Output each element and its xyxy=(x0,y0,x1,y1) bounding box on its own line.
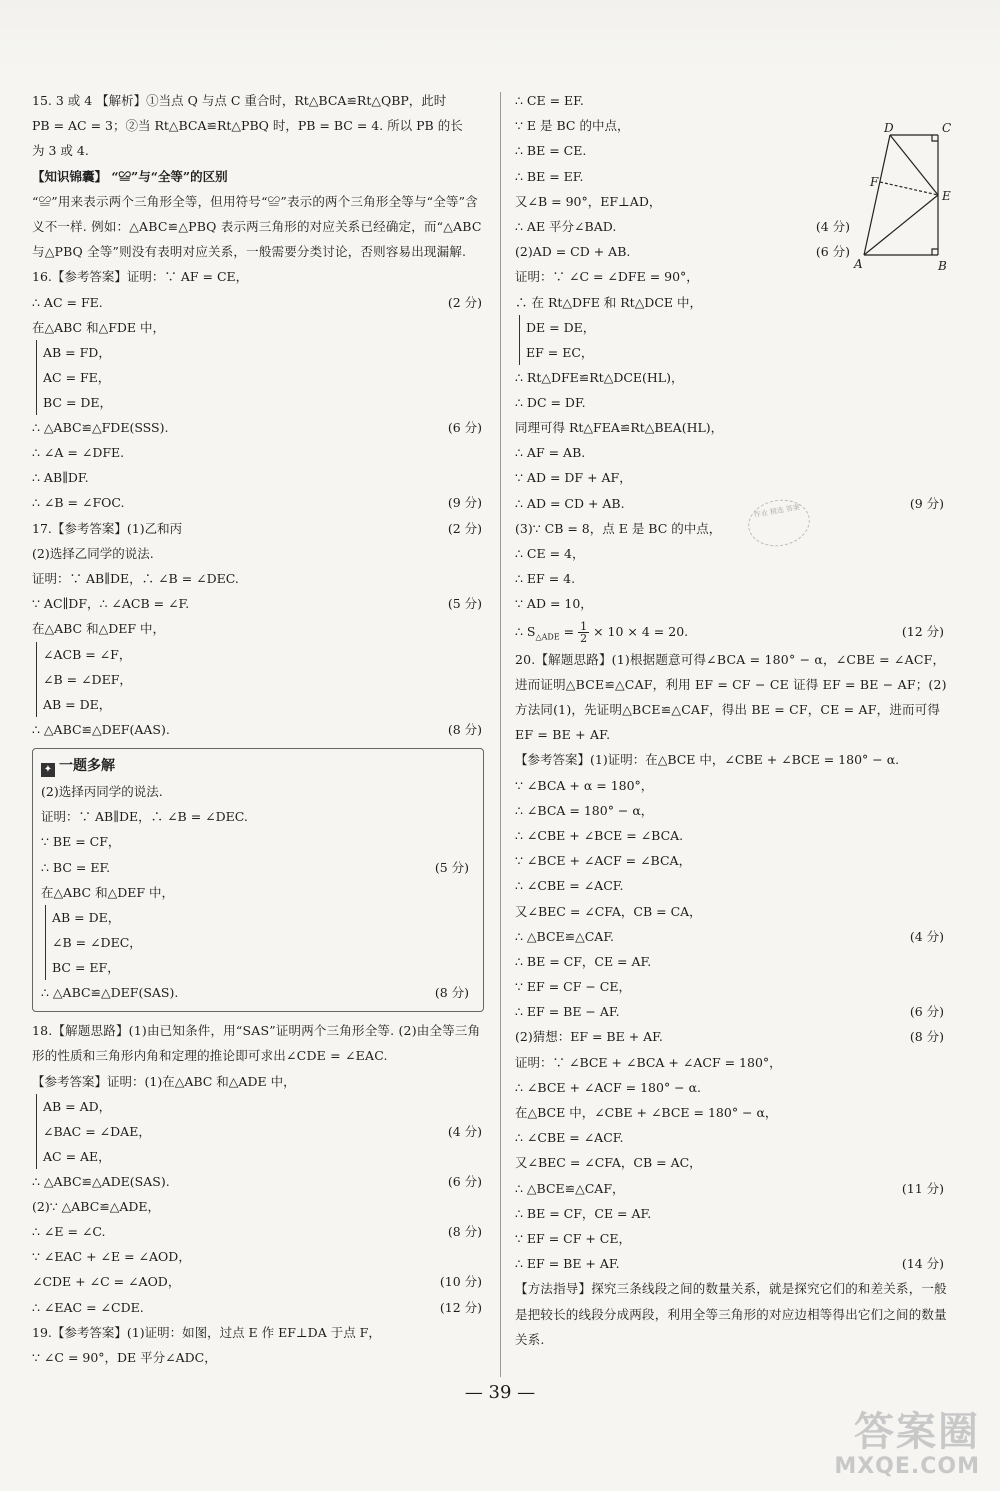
q20-line10: ∵ EF = CF − CE， xyxy=(515,979,631,995)
q20-line9: ∴ BE = CF，CE = AF. xyxy=(515,953,652,969)
q19-line1: 19.【参考答案】(1)证明：如图，过点 E 作 EF⊥DA 于点 F， xyxy=(32,1324,381,1340)
q15-tip-title: 【知识锦囊】 “≌”与“全等”的区别 xyxy=(32,168,228,184)
score: (5 分) xyxy=(434,859,469,875)
q15-tip-body: “≌”用来表示两个三角形全等，但用符号“≌”表示的两个三角形全等与“全等”含义不一样. 例如：△ABC≌△PBQ 表示两三角形的对应关系已经确定，而“△ABC 与△PBQ 全等”则没有表明对应关系，一般需要分类讨论，否则容易出现漏解. xyxy=(32,193,482,260)
alternative-solution-box: ✦ 一题多解 (2)选择丙同学的说法. 证明：∵ AB∥DE，∴ ∠B = ∠DEC. ∵ BE = CF， ∴ BC = EF. (5 分) 在△ABC 和△DEF 中， AB = DE， ∠B = ∠DEC， BC = EF， ∴ △ABC≌△DEF(SAS). (8 分) xyxy=(32,748,484,1012)
q19-right-line10: ∴ Rt△DFE≌Rt△DCE(HL)， xyxy=(515,369,684,385)
q18-equation-system: AB = AD， ∠BAC = ∠DAE， (4 分) AC = AE， xyxy=(36,1094,488,1169)
q19-right-line1: ∴ CE = EF. xyxy=(515,93,584,108)
q17-line3: 证明：∵ AB∥DE，∴ ∠B = ∠DEC. xyxy=(32,571,239,587)
watermark-domain: MXQE.COM xyxy=(834,1454,980,1479)
q19-right-line14: ∵ AD = DF + AF， xyxy=(515,470,632,486)
q16-line3: 在△ABC 和△FDE 中， xyxy=(32,319,166,335)
scan-top-edge xyxy=(0,0,1000,70)
q17-line2: (2)选择乙同学的说法. xyxy=(32,545,154,561)
q16-line4: ∴ △ABC≌△FDE(SSS). (6 分) xyxy=(32,415,488,440)
watermark-logo xyxy=(760,1410,980,1485)
q20-line6: ∴ ∠CBE = ∠ACF. xyxy=(515,878,624,894)
q19-right-line3: ∴ BE = CE. xyxy=(515,143,587,159)
q20-line1: 【参考答案】(1)证明：在△BCE 中，∠CBE + ∠BCE = 180° − α. xyxy=(515,752,900,768)
score: (8 分) xyxy=(909,1029,944,1045)
q20-line19: ∴ BE = CF，CE = AF. xyxy=(515,1205,652,1221)
q20-line12: (2)猜想：EF = BE + AF. (8 分) xyxy=(515,1024,950,1049)
q20-line20: ∵ EF = CF + CE， xyxy=(515,1230,631,1246)
q19-right-line19: ∵ AD = 10， xyxy=(515,596,593,612)
score: (6 分) xyxy=(447,1173,482,1189)
box-equation-system: AB = DE， ∠B = ∠DEC， BC = EF， xyxy=(45,905,475,980)
q20-line2: ∵ ∠BCA + α = 180°， xyxy=(515,777,654,793)
q20-method-guide: 【方法指导】探究三条线段之间的数量关系，就是探究它们的和差关系，一般是把较长的线段分成两段，利用全等三角形的对应边相等得出它们之间的数量关系. xyxy=(515,1281,947,1347)
score: (12 分) xyxy=(901,623,944,639)
stamp-seal: 作业 精选 答案 xyxy=(744,495,813,551)
label-a: A xyxy=(854,257,863,271)
q18-line7: ∠CDE + ∠C = ∠AOD， (10 分) xyxy=(32,1269,488,1294)
q19-right-line18: ∴ EF = 4. xyxy=(515,571,576,587)
q19-right-line7: (2)AD = CD + AB. (6 分) xyxy=(515,239,950,264)
label-d: D xyxy=(884,121,894,135)
score: (9 分) xyxy=(909,495,944,511)
right-angle-b xyxy=(932,249,938,255)
label-b: B xyxy=(938,259,947,273)
q20-line8: ∴ △BCE≌△CAF. (4 分) xyxy=(515,924,950,949)
q19-right-line11: ∴ DC = DF. xyxy=(515,394,586,410)
q16-line5: ∴ ∠A = ∠DFE. xyxy=(32,445,125,461)
score: (6 分) xyxy=(815,244,850,260)
score: (14 分) xyxy=(901,1256,944,1272)
label-c: C xyxy=(942,121,952,135)
q20-line5: ∵ ∠BCE + ∠ACF = ∠BCA， xyxy=(515,853,692,869)
q20-line7: 又∠BEC = ∠CFA，CB = CA， xyxy=(515,903,702,919)
q20-line18: ∴ △BCE≌△CAF， (11 分) xyxy=(515,1176,950,1201)
q18-line4: (2)∵ △ABC≌△ADE， xyxy=(32,1198,161,1214)
score: (8 分) xyxy=(447,1224,482,1240)
q17-line5: 在△ABC 和△DEF 中， xyxy=(32,621,166,637)
q19-right-line16: (3)∵ CB = 8，点 E 是 BC 的中点， xyxy=(515,520,722,536)
q17-equation-system: ∠ACB = ∠F， ∠B = ∠DEF， AB = DE， xyxy=(36,642,488,717)
q17-line1: 17.【参考答案】(1)乙和丙 (2 分) xyxy=(32,516,488,541)
score: (4 分) xyxy=(815,218,850,234)
q18-line1: 18.【解题思路】(1)由已知条件，用“SAS”证明两个三角形全等. (2)由全等三角形的性质和三角形内角和定理的推论即可求出∠CDE = ∠EAC. xyxy=(32,1023,481,1064)
q20-line11: ∴ EF = BE − AF. (6 分) xyxy=(515,999,950,1024)
q20-line14: ∴ ∠BCE + ∠ACF = 180° − α. xyxy=(515,1079,702,1095)
score: (12 分) xyxy=(439,1299,482,1315)
q19-right-line2: ∵ E 是 BC 的中点， xyxy=(515,118,630,134)
q20-line4: ∴ ∠CBE + ∠BCE = ∠BCA. xyxy=(515,827,684,843)
q19-right-line4: ∴ BE = EF. xyxy=(515,168,584,184)
q16-line2: ∴ AC = FE. (2 分) xyxy=(32,290,488,315)
q20-line21: ∴ EF = BE + AF. (14 分) xyxy=(515,1251,950,1276)
q18-line8: ∴ ∠EAC = ∠CDE. (12 分) xyxy=(32,1295,488,1320)
score: (6 分) xyxy=(447,419,482,435)
q18-line3: ∴ △ABC≌△ADE(SAS). (6 分) xyxy=(32,1169,488,1194)
q18-line5: ∴ ∠E = ∠C. (8 分) xyxy=(32,1219,488,1244)
q16-equation-system: AB = FD， AC = FE， BC = DE， xyxy=(36,340,488,415)
q16-line7: ∴ ∠B = ∠FOC. (9 分) xyxy=(32,490,488,515)
watermark-title: 答案圈 xyxy=(854,1409,980,1455)
score: (6 分) xyxy=(909,1004,944,1020)
score: (4 分) xyxy=(447,1123,482,1139)
q20-solution-idea: 20.【解题思路】(1)根据题意可得∠BCA = 180° − α，∠CBE = ∠ACF，进而证明△BCE≌△CAF，利用 EF = CF − CE 证得 EF = BE − AF；(2)方法同(1)，先证明△BCE≌△CAF，得出 BE = CF，CE = AF，进而可得 EF = BE + AF. xyxy=(515,651,947,743)
q17-line4: ∵ AC∥DF，∴ ∠ACB = ∠F. (5 分) xyxy=(32,591,488,616)
q19-right-line15: ∴ AD = CD + AB. (9 分) xyxy=(515,491,950,516)
score: (4 分) xyxy=(909,928,944,944)
score: (2 分) xyxy=(447,520,482,536)
score: (2 分) xyxy=(447,294,482,310)
q19-right-line5: 又∠B = 90°，EF⊥AD， xyxy=(515,193,662,209)
q18-line2: 【参考答案】证明：(1)在△ABC 和△ADE 中， xyxy=(32,1073,296,1089)
score: (8 分) xyxy=(434,984,469,1000)
q20-line15: 在△BCE 中，∠CBE + ∠BCE = 180° − α， xyxy=(515,1105,778,1120)
q18-line6: ∵ ∠EAC + ∠E = ∠AOD， xyxy=(32,1249,191,1265)
q20-line3: ∴ ∠BCA = 180° − α， xyxy=(515,802,654,818)
right-column xyxy=(515,88,950,1352)
score: (10 分) xyxy=(439,1274,482,1290)
q15-line3: 为 3 或 4. xyxy=(32,143,89,159)
right-angle-c xyxy=(932,135,938,141)
score: (9 分) xyxy=(447,495,482,511)
page-number: — 39 — xyxy=(464,1382,536,1403)
q19-right-line17: ∴ CE = 4， xyxy=(515,546,585,561)
q19-area-formula: ∴ $S_{\triangle ADE}$ = $\frac{1}{2}$ × 10 × 4 = 20. (12 分) xyxy=(515,617,950,647)
label-e: E xyxy=(942,189,951,203)
q15-line1: 15. 3 或 4 【解析】①当点 Q 与点 C 重合时，Rt△BCA≌Rt△QBP，此时 xyxy=(32,93,447,108)
score: (8 分) xyxy=(447,721,482,737)
q17-line6: ∴ △ABC≌△DEF(AAS). (8 分) xyxy=(32,717,488,742)
box-title: ✦ 一题多解 xyxy=(41,754,115,779)
score: (11 分) xyxy=(901,1180,944,1196)
score: (5 分) xyxy=(447,596,482,612)
lightbulb-icon: ✦ xyxy=(41,763,55,777)
q19-equation-system: DE = DE， EF = EC， xyxy=(519,315,950,365)
fraction-one-half: $\frac{1}{2}$ xyxy=(580,619,588,645)
left-column xyxy=(32,88,488,1370)
q19-right-line9: ∴ 在 Rt△DFE 和 Rt△DCE 中， xyxy=(515,294,702,310)
q19-line2: ∵ ∠C = 90°，DE 平分∠ADC， xyxy=(32,1350,217,1366)
column-divider xyxy=(500,92,501,1377)
q15-line2: PB = AC = 3；②当 Rt△BCA≌Rt△PBQ 时，PB = BC = 4. 所以 PB 的长 xyxy=(32,118,463,134)
q16-line1: 16.【参考答案】证明：∵ AF = CE， xyxy=(32,269,249,285)
q20-line17: 又∠BEC = ∠CFA，CB = AC， xyxy=(515,1155,702,1171)
q20-line13: 证明：∵ ∠BCE + ∠BCA + ∠ACF = 180°， xyxy=(515,1054,782,1070)
label-f: F xyxy=(870,175,879,189)
q20-line16: ∴ ∠CBE = ∠ACF. xyxy=(515,1130,624,1146)
q19-right-line8: 证明：∵ ∠C = ∠DFE = 90°， xyxy=(515,269,699,285)
q19-right-line6: ∴ AE 平分∠BAD. (4 分) xyxy=(515,214,950,239)
q19-right-line13: ∴ AF = AB. xyxy=(515,445,586,461)
trapezoid-figure xyxy=(850,120,960,275)
q19-right-line12: 同理可得 Rt△FEA≌Rt△BEA(HL)， xyxy=(515,420,724,436)
q16-line6: ∴ AB∥DF. xyxy=(32,470,89,486)
